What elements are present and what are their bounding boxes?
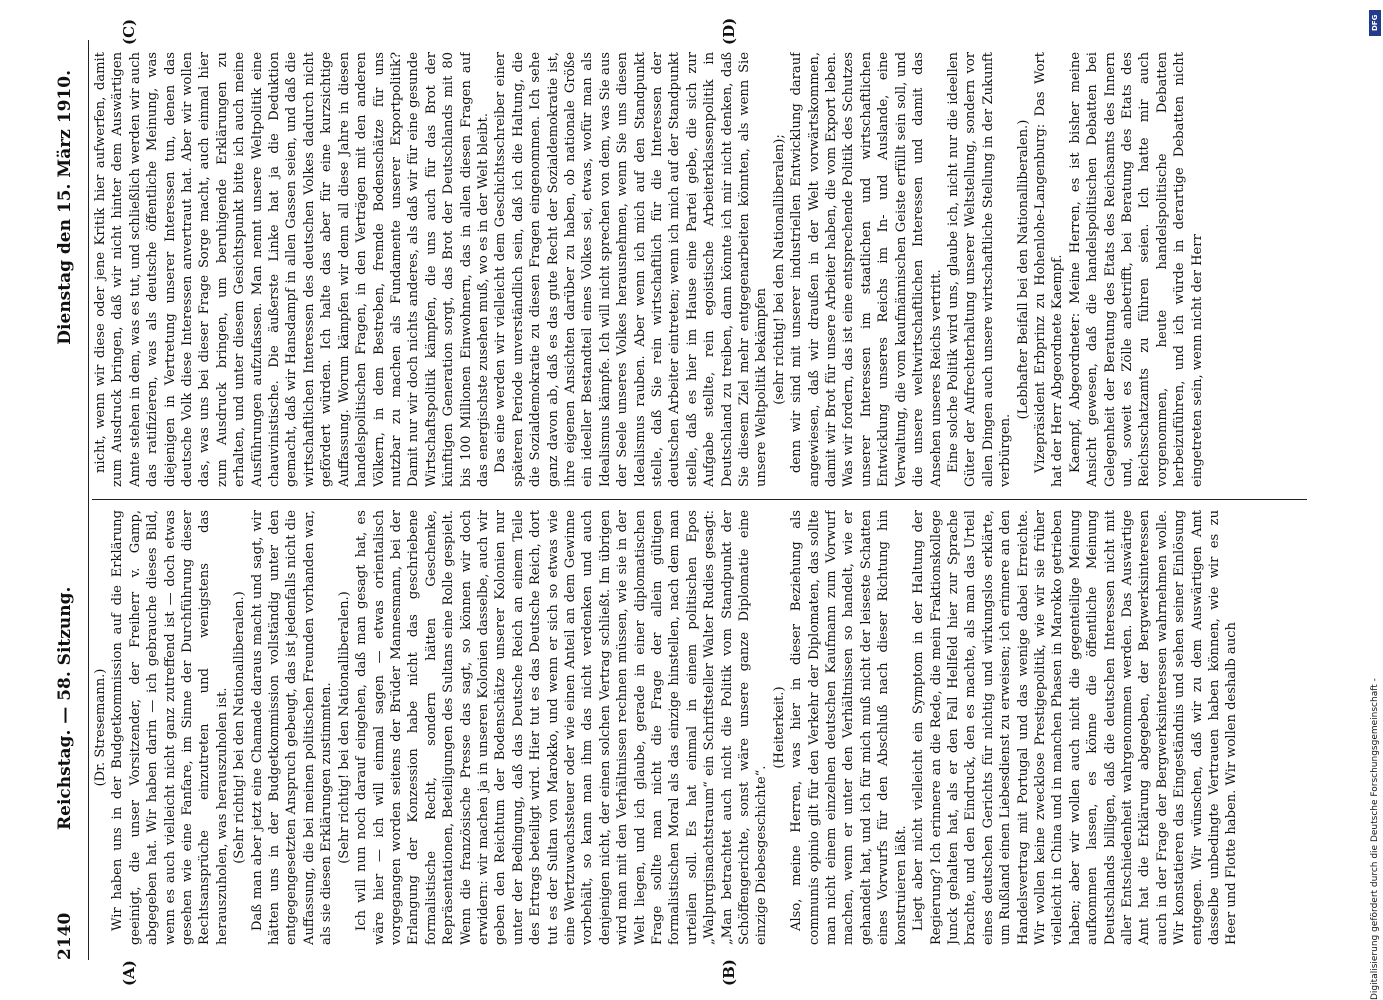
- header-right-title: Dienstag den 15. März 1910.: [55, 70, 75, 345]
- paragraph: (Heiterkeit.): [771, 686, 787, 769]
- paragraph: Kaempf, Abgeordneter: Meine Herren, es ist bisher meine Ansicht gewesen, daß die handelspolitischen Debatten bei Gelegenheit der Beratung des Etats des Reichsamts des Innern und, soweit es Zölle anbetrifft, bei Beratung des Etats des Reichsschatzamts zu führen seien. Ich hatte mir auch vorgenommen, heute handelspolitische Debatten herbeizuführen, und ich würde in derartige Debatten nicht eingetreten sein, wenn nicht der Herr: [1067, 52, 1205, 487]
- paragraph: (sehr richtig! bei den Nationalliberalen);: [771, 134, 787, 405]
- digitization-note: Digitalisierung gefördert durch die Deutsche Forschungsgemeinschaft -: [1370, 678, 1380, 1000]
- paragraph: Vizepräsident Erbprinz zu Hohenlohe-Langenburg: Das Wort hat der Herr Abgeordnete Kaempf.: [1032, 52, 1066, 487]
- paragraph: denn wir sind mit unserer industriellen Entwicklung darauf angewiesen, daß wir draußen in der Welt vorwärtskommen, damit wir Brot für unsere Arbeiter haben, die vom Export leben. Was wir fordern, das ist eine entsprechende Politik des Schutzes unserer Interessen im staatlichen und wirtschaftlichen Entwicklung unseres Reichs im In- und Auslande, eine Verwaltung, die vom kaufmännischen Geiste erfüllt sein soll, und die unsere weltwirtschaftlichen Interessen und damit das Ansehen unseres Reichs vertritt.: [789, 52, 944, 487]
- header-left-title: Reichstag. — 58. Sitzung.: [55, 586, 75, 830]
- paragraph: nicht, wenn wir diese oder jene Kritik hier aufwerfen, damit zum Ausdruck bringen, daß wir nicht hinter dem Auswärtigen Amte stehen in dem, was es tut, und schließlich werden wir auch das ratifizieren, was als deutsche öffentliche Meinung, was diejenigen in Vertretung unserer Interessen tun, denen das deutsche Volk diese Interessen anvertraut hat. Aber wir wollen das, was uns bei dieser Frage Sorge macht, auch einmal hier zum Ausdruck bringen, um beruhigende Erklärungen zu erhalten, und unter diesem Gesichtspunkt bitte ich auch meine Ausführungen aufzufassen. Man nennt unsere Weltpolitik eine chauvinistische. Die äußerste Linke hat ja die Deduktion gemacht, daß wir Hansdampf in allen Gassen seien, und daß die wirtschaftlichen Interessen des deutschen Volkes dadurch nicht gefördert würden. Ich halte das aber für eine kurzsichtige Auffassung. Worum kämpfen wir denn all diese Jahre in diesen handelspolitischen Fragen, in den Verträgen mit den anderen Völkern, in dem Bestreben, fremde Bodenschätze für uns nutzbar zu machen als Fundamente unserer Exportpolitik? Damit nur wir doch nichts anderes, als daß wir für eine gesunde Wirtschaftspolitik kämpfen, die uns auch für das Brot der künftigen Generation sorgt, das Brot der Deutschlands mit 80 bis 100 Millionen Einwohnern, das in allen diesen Fragen auf das energischste zusehen muß, wo es in der Welt bleibt.: [93, 52, 491, 487]
- paragraph: Ich will nun noch darauf eingehen, daß man gesagt hat, es wäre hier — ich will einmal sagen — etwas orientalisch vorgegangen worden seitens der Brüder Mannesmann, bei der Erlangung der Konzession habe nicht das geschriebene formalistische Recht, sondern hätten Geschenke, Repräsentationen, Beteiligungen des Sultans eine Rolle gespielt. Wenn die französische Presse das sagt, so können wir doch erwidern: wir machen ja in unseren Kolonien dasselbe, auch wir geben den Reichtum der Bodenschätze unserer Kolonien nur unter der Bedingung, daß das Deutsche Reich an einem Teile des Ertrags beteiligt wird. Hier tut es das Deutsche Reich, dort tut es der Sultan von Marokko, und wenn er sich so etwas wie eine Wertzuwachssteuer oder wie einen Anteil an dem Gewinne vorbehält, so kann man ihm das nicht verdenken und auch denjenigen nicht, der einen solchen Vertrag schließt. Im übrigen wird man mit den Verhältnissen rechnen müssen, wie sie in der Welt liegen, und ich glaube, gerade in einer diplomatischen Frage sollte man nicht die Frage der allein gültigen formalistischen Moral als das einzige hinstellen, nach dem man urteilen soll. Es hat einmal in einem politischen Epos „Walpurgisnachtstraum“ ein Schriftsteller Walter Rudies gesagt: „Man betrachtet auch nicht die Politik vom Standpunkt der Schöffengerichte, sonst wäre unsere ganze Diplomatie eine einzige Diebesgeschichte“.: [354, 510, 770, 945]
- margin-mark-b: (B): [720, 959, 738, 986]
- right-column: [92, 52, 1312, 487]
- header-rule: [88, 40, 89, 960]
- paragraph: Eine solche Politik wird uns, glaube ich, nicht nur die ideellen Güter der Aufrechterhaltung unserer Weltstellung, sondern vor allen Dingen auch unsere wirtschaftliche Stellung in der Zukunft verbürgen.: [945, 52, 1014, 487]
- page-number: 2140: [55, 912, 75, 960]
- margin-mark-c: (C): [120, 18, 138, 45]
- paragraph: (Lebhafter Beifall bei den Nationalliberalen.): [1015, 119, 1031, 420]
- dfg-logo: DFG: [1369, 10, 1381, 36]
- column-divider: [92, 499, 1307, 500]
- left-column: [92, 510, 1312, 945]
- paragraph: Also, meine Herren, was hier in dieser Beziehung als communis opinio gilt für den Verkehr der Diplomaten, das sollte man nicht einem einzelnen deutschen Kaufmann zum Vorwurf machen, wenn er unter den Verhältnissen so handelt, wie er gehandelt hat, und ich für mich muß nicht der leiseste Schatten eines Vorwurfs für den Abschluß nach dieser Richtung hin konstruieren läßt.: [789, 510, 909, 945]
- paragraph: Liegt aber nicht vielleicht ein Symptom in der Haltung der Regierung? Ich erinnere an die Rede, die mein Fraktionskollege Junck gehalten hat, als er den Fall Hellfeld hier zur Sprache brachte, und den Eindruck, den es machte, als man das Urteil eines deutschen Gerichts für nichtig und wirkungslos erklärte, um Rußland einen Liebesdienst zu erweisen; ich erinnere an den Handelsvertrag mit Portugal und das wenige dabei Erreichte. Wir wollen keine zwecklose Prestigepolitik, wie wir sie früher vielleicht in China und in manchen Phasen in Marokko getrieben haben; aber wir wollen auch nicht die gegenteilige Meinung aufkommen lassen, es könne die öffentliche Meinung Deutschlands billigen, daß die deutschen Interessen nicht mit aller Entschiedenheit wahrgenommen werden. Das Auswärtige Amt hat die Erklärung abgegeben, der Bergwerksinteressen auch in der Frage der Bergwerksinteressen wahrnehmen wolle. Wir konstatieren das Eingeständnis und sehen seiner Einlösung entgegen. Wir wünschen, daß wir zu dem Auswärtigen Amt dasselbe unbedingte Vertrauen haben können, wie wir es zu Heer und Flotte haben. Wir wollen deshalb auch: [911, 510, 1240, 945]
- paragraph: Wir haben uns in der Budgetkommission auf die Erklärung geeinigt, die unser Vorsitzender, der Freiherr v. Gamp, abgegeben hat. Wir haben darin — ich gebrauche dieses Bild, wenn es auch vielleicht nicht ganz zutreffend ist — doch etwas gesehen wie eine Fanfare, im Sinne der Durchführung dieser Rechtsansprüche einzutreten und wenigstens das herauszuholen, was herauszuholen ist.: [110, 510, 230, 945]
- paragraph: (Dr. Stresemann.): [93, 668, 108, 787]
- paragraph: (Sehr richtig! bei den Nationalliberalen.): [336, 591, 352, 864]
- paragraph: (Sehr richtig! bei den Nationalliberalen.): [232, 591, 248, 864]
- paragraph: Daß man aber jetzt eine Chamade daraus macht und sagt, wir hätten uns in der Budgetkommission vollständig unter den entgegengesetzten Anspruch gebeugt, das ist jedenfalls nicht die Auffassung, die bei meinen politischen Freunden vorhanden war, als sie diesen Erklärungen zustimmten.: [249, 510, 335, 945]
- paragraph: Das eine werden wir vielleicht dem Geschichtsschreiber einer späteren Periode unverständlich sein, daß ich die Haltung, die die Sozialdemokratie zu diesen Fragen eingenommen. Ich sehe ganz davon ab, daß es das gute Recht der Sozialdemokratie ist, ihre eigenen Ansichten darüber zu haben, ob nationale Größe ein ideeller Bestandteil eines Volkes sei, etwas, wofür man als Idealismus kämpfe. Ich will nicht sprechen von dem, was Sie aus der Seele unseres Volkes herausnehmen, wenn Sie uns diesen Idealismus rauben. Aber wenn ich mich auf den Standpunkt stelle, daß Sie rein wirtschaftlich für die Interessen der deutschen Arbeiter eintreten; wenn ich mich auf der Standpunkt stelle, daß es hier im Hause eine Partei gebe, die sich zur Aufgabe stellte, rein egoistische Arbeiterklassenpolitik in Deutschland zu treiben, dann könnte ich mir nicht denken, daß Sie diesem Ziel mehr entgegenarbeiten könnten, als wenn Sie unsere Weltpolitik bekämpfen: [493, 52, 770, 487]
- margin-mark-a: (A): [120, 960, 138, 986]
- page-header: [55, 30, 85, 960]
- margin-mark-d: (D): [720, 17, 738, 45]
